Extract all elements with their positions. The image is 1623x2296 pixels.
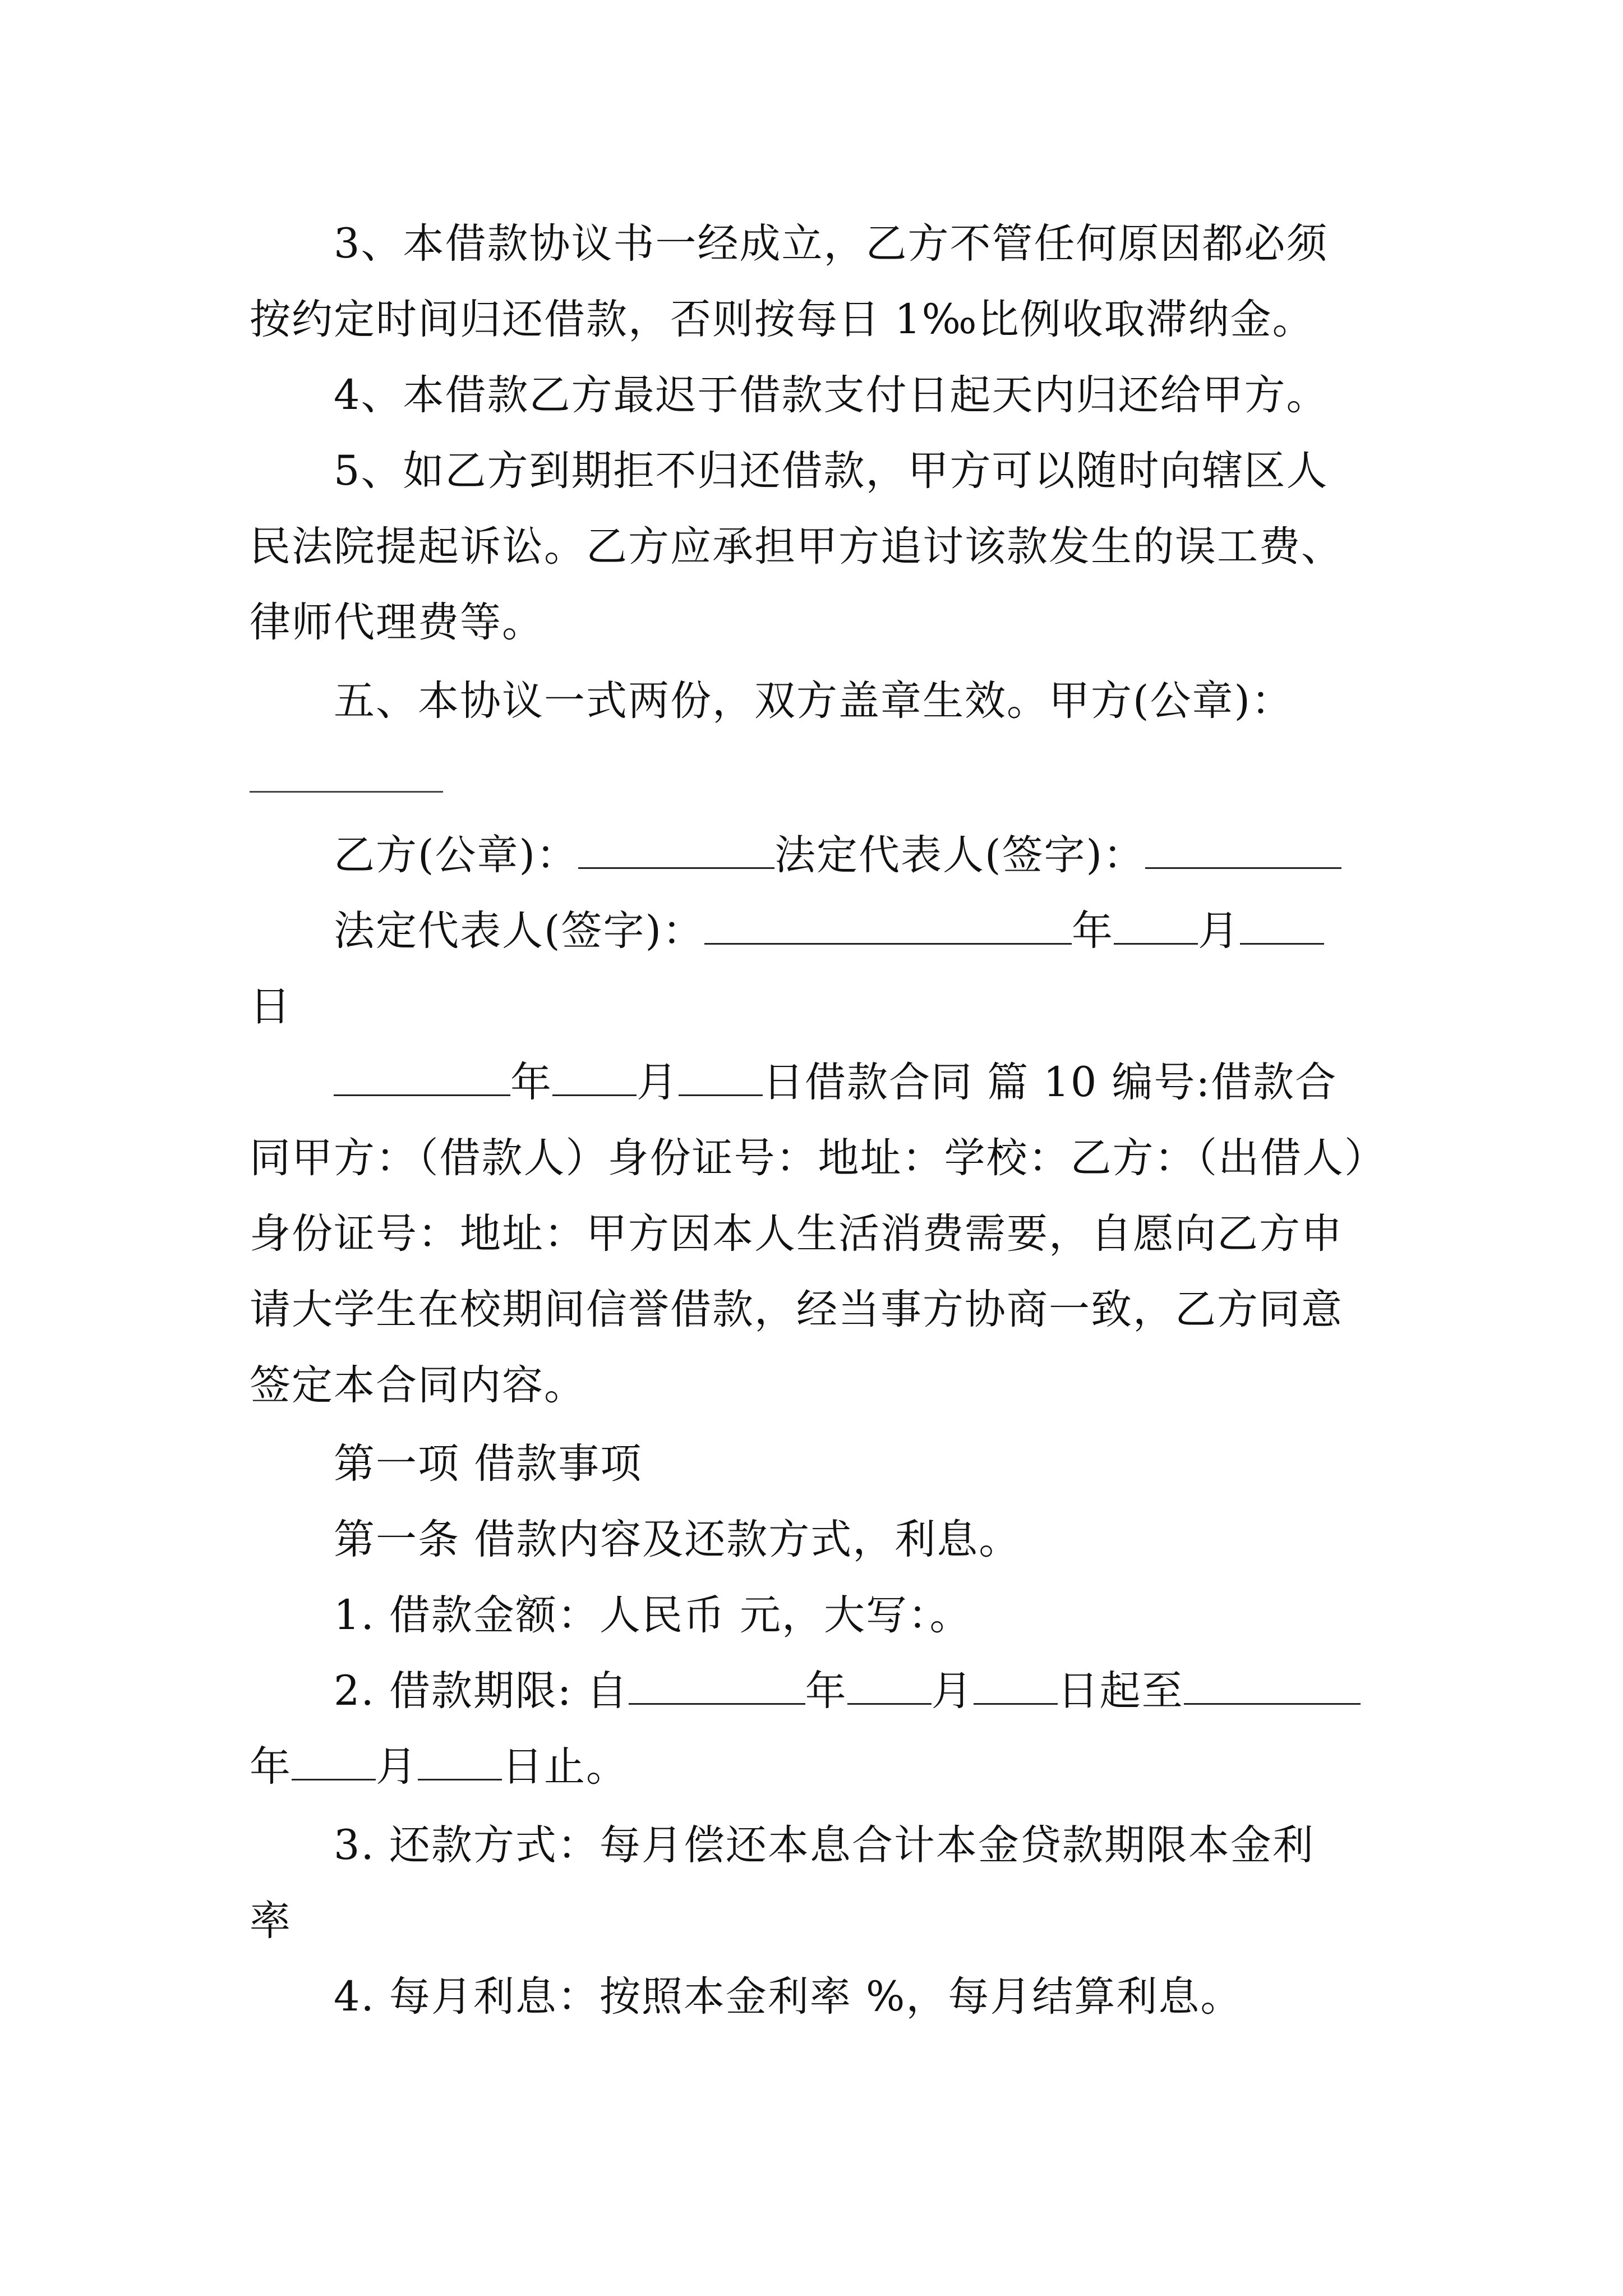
year-label: 年	[805, 1667, 847, 1715]
paragraph-line: 身份证号：地址：甲方因本人生活消费需要，自愿向乙方申	[250, 1210, 1343, 1258]
paragraph-line: 率	[250, 1897, 292, 1945]
date-end-label: 日止。	[502, 1743, 628, 1791]
year-label: 年	[510, 1059, 552, 1106]
month-label: 月	[376, 1743, 418, 1791]
loan-term-end-line	[250, 1739, 1399, 1795]
legal-rep-blank	[704, 906, 1072, 945]
article-heading: 第一条 借款内容及还款方式，利息。	[250, 1516, 1021, 1563]
signature-line-party-b	[250, 827, 1399, 884]
contract-heading-line	[250, 1055, 1399, 1111]
day-blank	[1240, 906, 1324, 945]
signature-line-rep	[250, 903, 1399, 959]
month-blank	[552, 1057, 637, 1096]
loan-term-label: 2. 借款期限: 自	[250, 1667, 629, 1715]
legal-rep-blank	[1145, 830, 1341, 869]
party-b-seal-blank	[578, 830, 774, 869]
paragraph-line: 5、如乙方到期拒不归还借款，甲方可以随时向辖区人	[250, 447, 1329, 495]
paragraph-line: 同甲方：（借款人）身份证号：地址：学校：乙方：（出借人）	[250, 1134, 1386, 1182]
month-label: 月	[931, 1667, 974, 1715]
party-b-seal-label: 乙方(公章)：	[250, 831, 578, 879]
paragraph-line: 1. 借款金额：人民币 元，大写：。	[250, 1591, 972, 1639]
day-blank	[679, 1057, 763, 1096]
legal-rep-label: 法定代表人(签字)：	[774, 831, 1145, 879]
month-label: 月	[1197, 907, 1240, 955]
signature-blank-party-a	[250, 791, 443, 793]
end-day-blank	[418, 1742, 502, 1780]
paragraph-line: 4、本借款乙方最迟于借款支付日起天内归还给甲方。	[250, 371, 1329, 419]
section-heading: 第一项 借款事项	[250, 1440, 643, 1488]
end-month-blank	[292, 1742, 376, 1780]
paragraph-line: 五、本协议一式两份，双方盖章生效。甲方(公章)：	[250, 677, 1293, 725]
paragraph-line: 3. 还款方式：每月偿还本息合计本金贷款期限本金利	[250, 1821, 1315, 1869]
year-label: 年	[250, 1743, 292, 1791]
contract-title: 日借款合同 篇 10 编号:借款合	[763, 1059, 1338, 1106]
month-blank	[1114, 906, 1198, 945]
paragraph-line: 4. 每月利息：按照本金利率 %，每月结算利息。	[250, 1973, 1243, 2021]
date-to-label: 日起至	[1057, 1667, 1184, 1715]
year-label: 年	[1071, 907, 1114, 955]
loan-term-line	[250, 1663, 1399, 1719]
end-year-blank	[1184, 1666, 1361, 1705]
month-label: 月	[637, 1059, 679, 1106]
year-blank	[334, 1057, 510, 1096]
start-year-blank	[629, 1666, 805, 1705]
paragraph-line: 请大学生在校期间信誉借款，经当事方协商一致，乙方同意	[250, 1286, 1343, 1333]
paragraph-line: 签定本合同内容。	[250, 1361, 586, 1409]
start-month-blank	[847, 1666, 932, 1705]
paragraph-line: 日	[250, 983, 292, 1030]
paragraph-line: 民法院提起诉讼。乙方应承担甲方追讨该款发生的误工费、	[250, 523, 1343, 570]
start-day-blank	[974, 1666, 1058, 1705]
paragraph-line: 3、本借款协议书一经成立，乙方不管任何原因都必须	[250, 220, 1329, 268]
paragraph-line: 按约定时间归还借款，否则按每日 1‰比例收取滞纳金。	[250, 296, 1315, 343]
legal-rep-label: 法定代表人(签字)：	[250, 907, 704, 955]
paragraph-line: 律师代理费等。	[250, 599, 544, 646]
